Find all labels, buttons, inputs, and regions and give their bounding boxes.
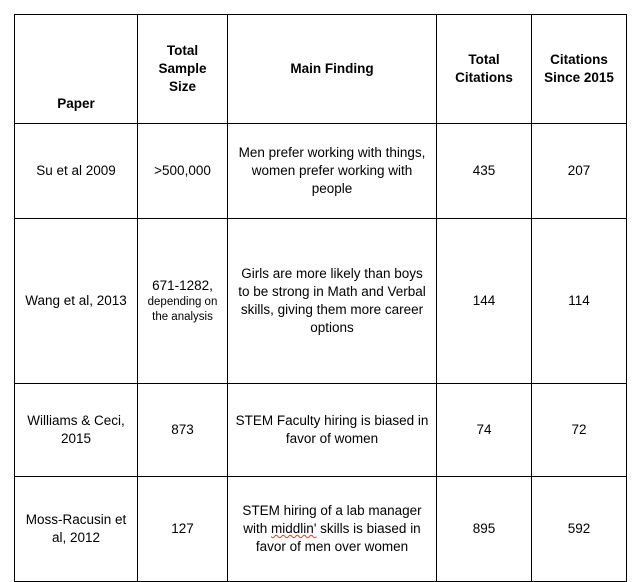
finding-text-pre: STEM hiring of a lab manager with xyxy=(242,503,422,537)
cell-sample-size-main: 873 xyxy=(171,422,194,438)
column-header-sample-size-line3: Size xyxy=(168,78,196,94)
cell-main-finding: Men prefer working with things, women prefer working with people xyxy=(228,124,437,219)
column-header-total-citations-line2: Citations xyxy=(455,70,513,85)
misspelled-word: middlin' xyxy=(271,521,317,537)
column-header-paper xyxy=(15,15,138,124)
column-header-sample-size-line1: Total xyxy=(166,43,199,59)
column-header-main-finding-label: Main Finding xyxy=(290,61,374,77)
column-header-total-citations xyxy=(437,15,532,124)
cell-sample-size-main: >500,000 xyxy=(154,163,211,179)
cell-sample-size xyxy=(138,477,228,582)
table-row xyxy=(15,477,627,582)
cell-paper: Moss-Racusin et al, 2012 xyxy=(15,477,138,582)
column-header-paper-label: Paper xyxy=(57,96,95,112)
cell-citations-since-2015: 72 xyxy=(532,384,627,477)
cell-paper: Williams & Ceci, 2015 xyxy=(15,384,138,477)
cell-citations-since-2015: 592 xyxy=(532,477,627,582)
cell-main-finding: STEM Faculty hiring is biased in favor of women xyxy=(228,384,437,477)
cell-paper: Su et al 2009 xyxy=(15,124,138,219)
finding-text-post: skills is biased in favor of men over women xyxy=(255,521,421,554)
cell-sample-size xyxy=(138,384,228,477)
research-papers-table xyxy=(14,14,627,582)
column-header-main-finding xyxy=(228,15,437,124)
cell-sample-size-main: 127 xyxy=(171,521,194,537)
cell-main-finding xyxy=(228,477,437,582)
cell-total-citations: 74 xyxy=(437,384,532,477)
column-header-sample-size xyxy=(138,15,228,124)
cell-citations-since-2015: 114 xyxy=(532,219,627,384)
cell-main-finding: Girls are more likely than boys to be strong in Math and Verbal skills, giving them more career options xyxy=(228,219,437,384)
column-header-sample-size-line2: Sample xyxy=(158,61,207,77)
cell-sample-size-main: 671-1282, xyxy=(152,278,213,294)
column-header-total-citations-line1: Total xyxy=(468,52,500,68)
table-row xyxy=(15,124,627,219)
table-body xyxy=(15,124,627,582)
table-row xyxy=(15,384,627,477)
cell-total-citations: 144 xyxy=(437,219,532,384)
cell-sample-size-note: depending on the analysis xyxy=(147,295,218,323)
cell-total-citations: 435 xyxy=(437,124,532,219)
column-header-citations-since-line2: Since 2015 xyxy=(544,70,614,85)
cell-citations-since-2015: 207 xyxy=(532,124,627,219)
column-header-citations-since-line1: Citations xyxy=(550,52,608,68)
cell-paper: Wang et al, 2013 xyxy=(15,219,138,384)
table-header xyxy=(15,15,627,124)
table-row xyxy=(15,219,627,384)
column-header-citations-since-2015 xyxy=(532,15,627,124)
cell-sample-size xyxy=(138,219,228,384)
cell-sample-size xyxy=(138,124,228,219)
table-header-row xyxy=(15,15,627,124)
cell-total-citations: 895 xyxy=(437,477,532,582)
